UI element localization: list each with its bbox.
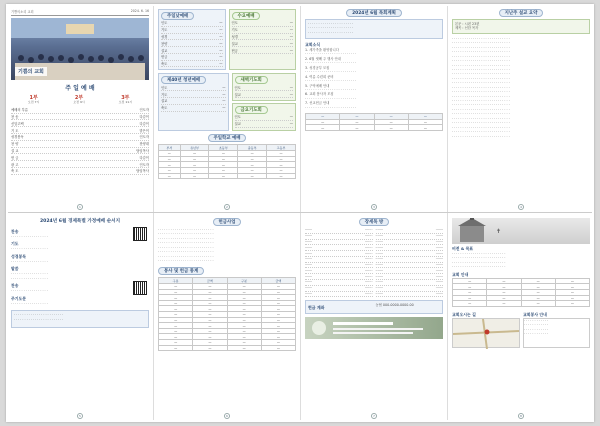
family-heading (11, 218, 149, 224)
map-image (453, 319, 519, 349)
offering-page (154, 215, 300, 420)
footer-columns (452, 310, 590, 348)
service-column (523, 310, 590, 348)
friday-prayer-box: 금요기도회 인도 — 설교 — (232, 103, 297, 131)
family-section (11, 227, 149, 306)
news-item: 1. 새가족을 환영합니다 (305, 48, 339, 52)
church-info-table: — — — — — — — — — — — — — — — — — — — — (452, 278, 590, 307)
family-item: 주기도문 (11, 295, 27, 301)
sermon-page (448, 6, 594, 211)
service-info-title: 교회봉사 안내 (523, 311, 547, 317)
prayer-boxes (232, 73, 297, 130)
worship-title: 주 일 예 배 (65, 85, 95, 92)
dawn-prayer-box: 새벽기도회 인도 — 설교 — (232, 73, 297, 101)
order-row: 축 도 담임목사 (11, 169, 149, 174)
order-row: 헌 금 다같이 (11, 155, 149, 160)
service-info-box: · · · · · · · · · · · · · · · · · · · · · · · · · · · · · · · · · · · · · · · · · · · · · · · · (523, 318, 590, 348)
church-logo-banner (452, 218, 590, 244)
church-info-title: 교회 안내 (452, 271, 469, 277)
sunday-worship-title: 주일낮예배 (161, 12, 194, 20)
offering-text: · · · · · · · · · · · · · · · · · · · · · · · · · · · · · · · · · · · · · · · · · · · · · · · · · · · · · · · · · · · · · · · · · · · · · · · · · · · · · · · · · · · · · · · · · · · · · · · · · · · · · · · · · · · · · · · · · · · · · · · · · · · · · · · · · · · · · · · · · · · · · · · · · · · · · · · · · · · · · · · · · · · · · · · · · · · · · · · · · · · · · · · · · · · · · · · · · · · · · · · · · · · · · · · · · · · · · · · · (158, 228, 214, 264)
youth-worship-box: 제40년 청년예배 인도 — 기도 — 설교 — 축도 — (158, 73, 229, 130)
page-number: 2 (224, 204, 230, 210)
account-number: 농협 000-0000-0000-00 (375, 303, 414, 308)
page-number: 1 (77, 204, 83, 210)
cover-header (11, 9, 149, 16)
account-box (305, 300, 443, 314)
offering-table: 구분 금액 구분 금액 — — — — — — — — — — — — — — — — — — — — — — — — — — — — — — — — — — — — — — — — — — — — — — — — (158, 277, 296, 352)
sunday-school-title: 주일학교 예배 (208, 134, 247, 142)
qr-column (133, 227, 149, 306)
directions-title: 교회오시는 길 (452, 311, 476, 317)
service-times (11, 94, 149, 105)
directory-left: ······· ······· ······· ······· ······· ······· ······· ······· ······· ······· ······· ······· ······· ······· ······· ······· ······· ······· ······· ······· ······· ······· ······· ······· (305, 228, 373, 296)
cover-page (7, 6, 153, 211)
family-title: 2024년 6월 경제특별 가정예배 순서지 (39, 219, 121, 224)
worship-schedule-page (154, 6, 300, 211)
family-items: 찬송 · · · · · · · · · · · · · · · · · · 기도 · · · · · · · · · · · · · · · · · · 성경봉독 · · · · · · · · · · · · · · · · · · 말씀 · · · · · · · · · · · · · · · · · · · · · · · · · · · · · · · · · · · · 찬송 · · · · · · · · · · · · · · · · · · 주기도문 · · · · · · · · · · · · · · · · · · (11, 227, 130, 306)
news-item: 7. 선교헌금 안내 (305, 101, 330, 106)
page-divider (8, 212, 592, 213)
order-row: 찬 양 찬양대 (11, 142, 149, 147)
plan-title: 2024년 6월 목회계획 (346, 9, 402, 17)
order-row: 성경봉독 인도자 (11, 135, 149, 140)
vision-title: 비전 & 목표 (452, 246, 474, 251)
cover-photo (11, 18, 149, 80)
order-row: 기 도 맡은이 (11, 128, 149, 133)
page-number: 4 (518, 204, 524, 210)
news-list: 1. 새가족을 환영합니다 · · · · · · · · · · · · · · · · · · · · · · · · · 2. 6월 셋째 주 행사 안내 · · · · · · · · · · · · · · · · · · · · · · · · · 3. 성경공부 모집 · · · · · · · · · · · · · · · · · · · · · · · · · 4. 여름 수련회 준비 · · · · · · · · · · · · · · · · · · · · · · · · · 5. 구역예배 안내 · · · · · · · · · · · · · · · · · · · · · · · · · 6. 교회 봉사자 모집 · · · · · · · · · · · · · · · · · · · · · · · · · 7. 선교헌금 안내 · · · · · · · · · · · · · · · · · · · · · · · · · (305, 48, 443, 110)
page-number: 3 (371, 204, 377, 210)
header-date: 2024. 6. 16 (130, 9, 149, 13)
dawn-prayer-title: 새벽기도회 (235, 76, 268, 84)
news-item: 4. 여름 수련회 준비 (305, 74, 334, 79)
qr-code-icon[interactable] (133, 227, 147, 241)
account-label: 헌금 계좌 (308, 305, 325, 311)
church-building-icon (452, 218, 590, 244)
map-column (452, 310, 520, 348)
offering-title: 헌금사업 (213, 218, 242, 226)
directory-title: 장세목 방 (359, 218, 390, 226)
wednesday-worship-title: 수요예배 (232, 12, 261, 20)
ad-banner-image (305, 317, 443, 339)
cover-caption (15, 67, 47, 76)
wednesday-worship-box: 수요예배 인도 — 기도 — 성경 — 설교 — 헌금 — (229, 9, 297, 70)
church-name: 기쁨의 교회 (18, 69, 44, 75)
news-item: 6. 교회 봉사자 모집 (305, 92, 334, 97)
news-item: 5. 구역예배 안내 (305, 83, 330, 88)
service-2: 2부 오전 9시 (73, 95, 85, 104)
family-worship-page (7, 215, 153, 420)
page-number: 5 (77, 413, 83, 419)
order-row: 설 교 담임목사 (11, 148, 149, 153)
plan-box: · · · · · · · · · · · · · · · · · · · · · · · · · · · · · · · · · · · · · · · · · · · · · · · · · · · · · · · · · · · · · · · · · · (305, 19, 443, 39)
sunday-school-heading (158, 134, 296, 142)
map[interactable] (452, 318, 520, 348)
order-row: 광 고 인도자 (11, 162, 149, 167)
bulletin-sheet (6, 4, 594, 422)
directory-page (301, 215, 447, 420)
svg-text:✝: ✝ (496, 228, 502, 235)
church-info-page: ✝ 비전 & 목표 · · · · · · · · · · · · · · · · · · · · · · · · · · · · · · · · · · · · · · · · · · · · · · · · · · · · · · · · · · · · · · · · · · · · · · · · · · · · · · · · · · · · · · · · · · · · · · · · · · · · · · · · 교회 안내 — — — — — — — — — — — — — — — — — — — — 교회오시는 길 교회봉사 안내 · · · · · · · · · · · · · · · · · · · · · · · · · · · · · · · · · · · · · · · · · · · · · · · · 8 (448, 215, 594, 420)
sermon-reference: 본문 : 시편 23편 (455, 22, 480, 26)
family-item: 말씀 (11, 266, 19, 272)
directory-heading (305, 218, 443, 226)
family-item: 찬송 (11, 229, 19, 234)
news-item: 3. 성경공부 모집 (305, 65, 330, 70)
friday-prayer-title: 금요기도회 (235, 106, 268, 114)
offering-heading (158, 218, 296, 226)
service-3: 3부 오전 11시 (118, 95, 133, 104)
directory-right: ······· ······· ······· ······· ······· ······· ······· ······· ······· ······· ······· ······· ······· ······· ······· ······· ······· ······· ······· ······· ······· ······· ······· ······· (375, 228, 443, 296)
worship-order (11, 107, 149, 175)
header-church: 기쁨의소리 교회 (11, 10, 34, 14)
church-news-page (301, 6, 447, 211)
plan-heading (305, 9, 443, 17)
page-number: 6 (224, 413, 230, 419)
sermon-title: 제목 : 선한 목자 (455, 26, 479, 31)
ad-banner (305, 317, 443, 339)
news-title: 교회소식 (305, 42, 321, 47)
order-row: 찬 송 다같이 (11, 115, 149, 120)
schedule-columns-2 (158, 73, 296, 130)
news-table: — — — — — — — — — — — — (305, 113, 443, 131)
offering-stats-heading (158, 267, 296, 275)
youth-worship-title: 제40년 청년예배 (161, 76, 206, 84)
schedule-columns (158, 9, 296, 70)
qr-code-icon[interactable] (133, 281, 147, 295)
sunday-school-table: 부서 유년부 초등부 중등부 고등부 — — — — — — — — — — — — — — — — — — — — — — — — — (158, 144, 296, 180)
sunday-worship-box: 주일낮예배 인도 — 기도 — 성경 — 찬양 — 설교 — 헌금 — 축도 — (158, 9, 226, 70)
family-note-box: · · · · · · · · · · · · · · · · · · · · · · · · · · · · · · · · · · · · · · · · · · · · · · · · (11, 310, 149, 328)
family-item: 기도 (11, 241, 19, 247)
news-item: 2. 6월 셋째 주 행사 안내 (305, 56, 341, 61)
sermon-heading (452, 9, 590, 17)
page-number: 8 (518, 413, 524, 419)
family-item: 성경봉독 (11, 253, 27, 259)
worship-title-block (11, 83, 149, 92)
directory-columns (305, 228, 443, 297)
family-item: 찬송 (11, 283, 19, 289)
sermon-info-box (452, 19, 590, 34)
order-row: 신앙고백 다같이 (11, 121, 149, 126)
sermon-heading-title: 지난주 설교 요약 (499, 9, 544, 17)
offering-stats-title: 봉사 및 헌금 통계 (158, 267, 204, 275)
sermon-body: · · · · · · · · · · · · · · · · · · · · · · · · · · · · · · · · · · · · · · · · · · · · · · · · · · · · · · · · · · · · · · · · · · · · · · · · · · · · · · · · · · · · · · · · · · · · · · · · · · · · · · · · · · · · · · · · · · · · · · · · · · · · · · · · · · · · · · · · · · · · · · · · · · · · · · · · · · · · · · · · · · · · · · · · · · · · · · · · · · · · · · · · · · · · · · · · · · · · · · · · · · · · · · · · · · · · · · · · · · · · · · · · · · · · · · · · · · · · · · · · · · · · · · · · · · · · · · · · · · · · · · · · · · · · · · · · · · · · · · · · · · · · · · · · · · · · · · · · · · · · · · · · · · · · · · · · · · · · · · · · · · · · · · · · · · · · · · · · · · · · · · · · · · · · · · · · · · · · · · · · · · · · · · · · · · · · · · · · · · · · · · · · · · · · · · · · · · · · · · · · · · · · · · · · · · · · · · · · · · · · · · · · · · · · · · · · · · · · · · · · · · · · · · · · · · · · · · · · · · · · · · · · · · · · · · · · · · · · · · · · · · · · · · · · · · · · · · · · · · · · · · · · · · · · · · · · · · · · · · · · · · · · · · · · · · · · · · · · · · · · · · · · · · · · · · · · · · · · · · · · · · · · · · · · · · · · · · · · · · · · · · · · · · · · · · · · · · · · · · · · · · · · · · · · · · · · · · · · · · · · · · · · · · · · · · · · · · · · · · · · · · · · (452, 36, 510, 139)
order-row: 예배의 부름 인도자 (11, 108, 149, 113)
service-1: 1부 오전 7시 (27, 95, 40, 104)
page-number: 7 (371, 413, 377, 419)
